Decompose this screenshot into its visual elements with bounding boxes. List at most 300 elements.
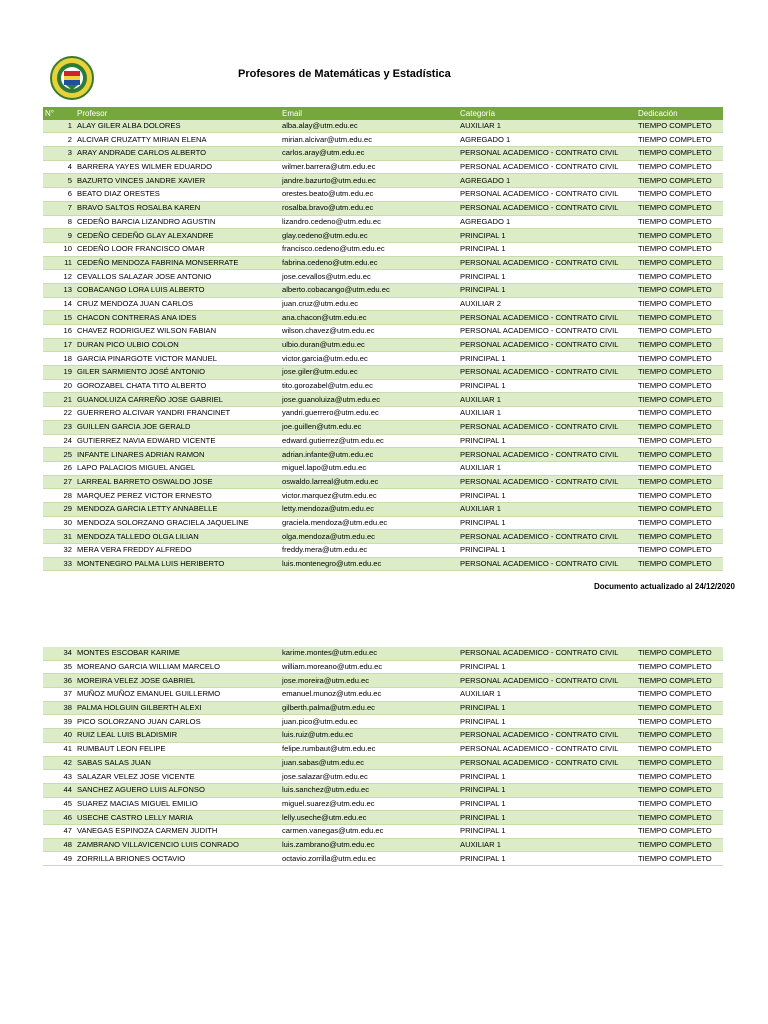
row-number: 44 bbox=[43, 783, 75, 797]
professor-name: GOROZABEL CHATA TITO ALBERTO bbox=[75, 379, 280, 393]
table-header-row bbox=[43, 107, 723, 120]
dedication-cell: TIEMPO COMPLETO bbox=[636, 407, 723, 421]
header-number: N° bbox=[43, 107, 75, 120]
category-cell: PRINCIPAL 1 bbox=[458, 715, 636, 729]
professor-name: BEATO DIAZ ORESTES bbox=[75, 188, 280, 202]
category-cell: PRINCIPAL 1 bbox=[458, 660, 636, 674]
email-cell: victor.marquez@utm.edu.ec bbox=[280, 489, 458, 503]
professor-name: CEDEÑO CEDEÑO GLAY ALEXANDRE bbox=[75, 229, 280, 243]
email-cell: carlos.aray@utm.edu.ec bbox=[280, 147, 458, 161]
email-cell: jose.guanoluiza@utm.edu.ec bbox=[280, 393, 458, 407]
dedication-cell: TIEMPO COMPLETO bbox=[636, 338, 723, 352]
table-row bbox=[43, 647, 723, 660]
email-cell: mirian.alcivar@utm.edu.ec bbox=[280, 133, 458, 147]
category-cell: PRINCIPAL 1 bbox=[458, 379, 636, 393]
table-row bbox=[43, 352, 723, 366]
email-cell: luis.ruiz@utm.edu.ec bbox=[280, 729, 458, 743]
professor-name: RUMBAUT LEON FELIPE bbox=[75, 742, 280, 756]
category-cell: PERSONAL ACADEMICO - CONTRATO CIVIL bbox=[458, 160, 636, 174]
professor-name: LAPO PALACIOS MIGUEL ANGEL bbox=[75, 461, 280, 475]
email-cell: luis.montenegro@utm.edu.ec bbox=[280, 557, 458, 571]
row-number: 34 bbox=[43, 647, 75, 660]
email-cell: william.moreano@utm.edu.ec bbox=[280, 660, 458, 674]
category-cell: PRINCIPAL 1 bbox=[458, 352, 636, 366]
category-cell: AGREGADO 1 bbox=[458, 215, 636, 229]
category-cell: AUXILIAR 1 bbox=[458, 838, 636, 852]
table-row bbox=[43, 797, 723, 811]
email-cell: yandri.guerrero@utm.edu.ec bbox=[280, 407, 458, 421]
dedication-cell: TIEMPO COMPLETO bbox=[636, 147, 723, 161]
row-number: 13 bbox=[43, 283, 75, 297]
professor-name: CEDEÑO LOOR FRANCISCO OMAR bbox=[75, 242, 280, 256]
professor-name: MONTENEGRO PALMA LUIS HERIBERTO bbox=[75, 557, 280, 571]
email-cell: juan.sabas@utm.edu.ec bbox=[280, 756, 458, 770]
dedication-cell: TIEMPO COMPLETO bbox=[636, 674, 723, 688]
professor-name: INFANTE LINARES ADRIAN RAMON bbox=[75, 448, 280, 462]
email-cell: joe.guillen@utm.edu.ec bbox=[280, 420, 458, 434]
header-profesor: Profesor bbox=[75, 107, 280, 120]
table-row bbox=[43, 242, 723, 256]
university-logo bbox=[50, 56, 94, 100]
dedication-cell: TIEMPO COMPLETO bbox=[636, 420, 723, 434]
table-body-page2 bbox=[43, 647, 723, 866]
professor-name: MONTES ESCOBAR KARIME bbox=[75, 647, 280, 660]
category-cell: PERSONAL ACADEMICO - CONTRATO CIVIL bbox=[458, 475, 636, 489]
row-number: 41 bbox=[43, 742, 75, 756]
professor-name: CEVALLOS SALAZAR JOSE ANTONIO bbox=[75, 270, 280, 284]
row-number: 35 bbox=[43, 660, 75, 674]
professor-name: COBACANGO LORA LUIS ALBERTO bbox=[75, 283, 280, 297]
dedication-cell: TIEMPO COMPLETO bbox=[636, 379, 723, 393]
row-number: 2 bbox=[43, 133, 75, 147]
row-number: 17 bbox=[43, 338, 75, 352]
dedication-cell: TIEMPO COMPLETO bbox=[636, 660, 723, 674]
category-cell: PERSONAL ACADEMICO - CONTRATO CIVIL bbox=[458, 325, 636, 339]
professor-name: MOREIRA VELEZ JOSE GABRIEL bbox=[75, 674, 280, 688]
email-cell: miguel.lapo@utm.edu.ec bbox=[280, 461, 458, 475]
dedication-cell: TIEMPO COMPLETO bbox=[636, 448, 723, 462]
table-row bbox=[43, 770, 723, 784]
email-cell: glay.cedeno@utm.edu.ec bbox=[280, 229, 458, 243]
row-number: 3 bbox=[43, 147, 75, 161]
row-number: 18 bbox=[43, 352, 75, 366]
category-cell: PERSONAL ACADEMICO - CONTRATO CIVIL bbox=[458, 448, 636, 462]
category-cell: PERSONAL ACADEMICO - CONTRATO CIVIL bbox=[458, 366, 636, 380]
category-cell: AUXILIAR 1 bbox=[458, 502, 636, 516]
row-number: 49 bbox=[43, 852, 75, 866]
row-number: 43 bbox=[43, 770, 75, 784]
category-cell: PERSONAL ACADEMICO - CONTRATO CIVIL bbox=[458, 311, 636, 325]
row-number: 40 bbox=[43, 729, 75, 743]
table-row bbox=[43, 434, 723, 448]
dedication-cell: TIEMPO COMPLETO bbox=[636, 770, 723, 784]
dedication-cell: TIEMPO COMPLETO bbox=[636, 461, 723, 475]
email-cell: edward.gutierrez@utm.edu.ec bbox=[280, 434, 458, 448]
table-row bbox=[43, 256, 723, 270]
row-number: 27 bbox=[43, 475, 75, 489]
header-dedicacion: Dedicación bbox=[636, 107, 723, 120]
dedication-cell: TIEMPO COMPLETO bbox=[636, 133, 723, 147]
professor-name: MENDOZA TALLEDO OLGA LILIAN bbox=[75, 530, 280, 544]
dedication-cell: TIEMPO COMPLETO bbox=[636, 489, 723, 503]
row-number: 29 bbox=[43, 502, 75, 516]
professor-name: GUERRERO ALCIVAR YANDRI FRANCINET bbox=[75, 407, 280, 421]
row-number: 30 bbox=[43, 516, 75, 530]
table-row bbox=[43, 366, 723, 380]
dedication-cell: TIEMPO COMPLETO bbox=[636, 797, 723, 811]
table-row bbox=[43, 475, 723, 489]
category-cell: PRINCIPAL 1 bbox=[458, 783, 636, 797]
category-cell: PRINCIPAL 1 bbox=[458, 811, 636, 825]
professor-name: ARAY ANDRADE CARLOS ALBERTO bbox=[75, 147, 280, 161]
row-number: 14 bbox=[43, 297, 75, 311]
professor-name: MERA VERA FREDDY ALFREDO bbox=[75, 544, 280, 558]
table-row bbox=[43, 311, 723, 325]
category-cell: PERSONAL ACADEMICO - CONTRATO CIVIL bbox=[458, 557, 636, 571]
professor-name: GUTIERREZ NAVIA EDWARD VICENTE bbox=[75, 434, 280, 448]
row-number: 33 bbox=[43, 557, 75, 571]
professor-name: SANCHEZ AGUERO LUIS ALFONSO bbox=[75, 783, 280, 797]
table-row bbox=[43, 379, 723, 393]
email-cell: jose.giler@utm.edu.ec bbox=[280, 366, 458, 380]
table-row bbox=[43, 174, 723, 188]
row-number: 23 bbox=[43, 420, 75, 434]
category-cell: PRINCIPAL 1 bbox=[458, 229, 636, 243]
dedication-cell: TIEMPO COMPLETO bbox=[636, 729, 723, 743]
category-cell: AUXILIAR 2 bbox=[458, 297, 636, 311]
row-number: 46 bbox=[43, 811, 75, 825]
table-row bbox=[43, 557, 723, 571]
table-row bbox=[43, 325, 723, 339]
row-number: 4 bbox=[43, 160, 75, 174]
email-cell: juan.pico@utm.edu.ec bbox=[280, 715, 458, 729]
dedication-cell: TIEMPO COMPLETO bbox=[636, 756, 723, 770]
email-cell: fabrina.cedeno@utm.edu.ec bbox=[280, 256, 458, 270]
email-cell: miguel.suarez@utm.edu.ec bbox=[280, 797, 458, 811]
dedication-cell: TIEMPO COMPLETO bbox=[636, 475, 723, 489]
dedication-cell: TIEMPO COMPLETO bbox=[636, 557, 723, 571]
table-row bbox=[43, 448, 723, 462]
header-categoria: Categoría bbox=[458, 107, 636, 120]
dedication-cell: TIEMPO COMPLETO bbox=[636, 502, 723, 516]
dedication-cell: TIEMPO COMPLETO bbox=[636, 311, 723, 325]
table-row bbox=[43, 852, 723, 866]
professor-name: CHAVEZ RODRIGUEZ WILSON FABIAN bbox=[75, 325, 280, 339]
email-cell: wilson.chavez@utm.edu.ec bbox=[280, 325, 458, 339]
row-number: 11 bbox=[43, 256, 75, 270]
category-cell: PERSONAL ACADEMICO - CONTRATO CIVIL bbox=[458, 188, 636, 202]
table-row bbox=[43, 715, 723, 729]
table-body-page1 bbox=[43, 120, 723, 571]
professor-name: RUIZ LEAL LUIS BLADISMIR bbox=[75, 729, 280, 743]
professor-name: GARCIA PINARGOTE VICTOR MANUEL bbox=[75, 352, 280, 366]
dedication-cell: TIEMPO COMPLETO bbox=[636, 811, 723, 825]
professors-table-page1 bbox=[43, 107, 723, 571]
dedication-cell: TIEMPO COMPLETO bbox=[636, 742, 723, 756]
table-row bbox=[43, 756, 723, 770]
category-cell: AGREGADO 1 bbox=[458, 133, 636, 147]
dedication-cell: TIEMPO COMPLETO bbox=[636, 160, 723, 174]
professor-name: GUILLEN GARCIA JOE GERALD bbox=[75, 420, 280, 434]
dedication-cell: TIEMPO COMPLETO bbox=[636, 783, 723, 797]
dedication-cell: TIEMPO COMPLETO bbox=[636, 647, 723, 660]
dedication-cell: TIEMPO COMPLETO bbox=[636, 188, 723, 202]
row-number: 21 bbox=[43, 393, 75, 407]
email-cell: juan.cruz@utm.edu.ec bbox=[280, 297, 458, 311]
professor-name: LARREAL BARRETO OSWALDO JOSE bbox=[75, 475, 280, 489]
table-row bbox=[43, 544, 723, 558]
email-cell: jose.moreira@utm.edu.ec bbox=[280, 674, 458, 688]
category-cell: PRINCIPAL 1 bbox=[458, 489, 636, 503]
category-cell: PRINCIPAL 1 bbox=[458, 270, 636, 284]
professor-name: BRAVO SALTOS ROSALBA KAREN bbox=[75, 201, 280, 215]
row-number: 6 bbox=[43, 188, 75, 202]
category-cell: PERSONAL ACADEMICO - CONTRATO CIVIL bbox=[458, 338, 636, 352]
professor-name: GILER SARMIENTO JOSÉ ANTONIO bbox=[75, 366, 280, 380]
category-cell: PERSONAL ACADEMICO - CONTRATO CIVIL bbox=[458, 729, 636, 743]
email-cell: alba.alay@utm.edu.ec bbox=[280, 120, 458, 133]
update-note: Documento actualizado al 24/12/2020 bbox=[594, 582, 735, 591]
dedication-cell: TIEMPO COMPLETO bbox=[636, 701, 723, 715]
table-row bbox=[43, 811, 723, 825]
row-number: 28 bbox=[43, 489, 75, 503]
row-number: 24 bbox=[43, 434, 75, 448]
dedication-cell: TIEMPO COMPLETO bbox=[636, 256, 723, 270]
category-cell: PRINCIPAL 1 bbox=[458, 770, 636, 784]
dedication-cell: TIEMPO COMPLETO bbox=[636, 352, 723, 366]
professor-name: PICO SOLORZANO JUAN CARLOS bbox=[75, 715, 280, 729]
email-cell: ulbio.duran@utm.edu.ec bbox=[280, 338, 458, 352]
row-number: 39 bbox=[43, 715, 75, 729]
category-cell: PERSONAL ACADEMICO - CONTRATO CIVIL bbox=[458, 256, 636, 270]
table-row bbox=[43, 338, 723, 352]
dedication-cell: TIEMPO COMPLETO bbox=[636, 283, 723, 297]
email-cell: adrian.infante@utm.edu.ec bbox=[280, 448, 458, 462]
table-row bbox=[43, 229, 723, 243]
table-row bbox=[43, 283, 723, 297]
professor-name: VANEGAS ESPINOZA CARMEN JUDITH bbox=[75, 824, 280, 838]
dedication-cell: TIEMPO COMPLETO bbox=[636, 852, 723, 866]
table-row bbox=[43, 516, 723, 530]
email-cell: olga.mendoza@utm.edu.ec bbox=[280, 530, 458, 544]
email-cell: luis.zambrano@utm.edu.ec bbox=[280, 838, 458, 852]
row-number: 32 bbox=[43, 544, 75, 558]
email-cell: jose.cevallos@utm.edu.ec bbox=[280, 270, 458, 284]
row-number: 45 bbox=[43, 797, 75, 811]
category-cell: PERSONAL ACADEMICO - CONTRATO CIVIL bbox=[458, 147, 636, 161]
table-row bbox=[43, 489, 723, 503]
row-number: 26 bbox=[43, 461, 75, 475]
email-cell: jose.salazar@utm.edu.ec bbox=[280, 770, 458, 784]
category-cell: PERSONAL ACADEMICO - CONTRATO CIVIL bbox=[458, 530, 636, 544]
dedication-cell: TIEMPO COMPLETO bbox=[636, 201, 723, 215]
row-number: 42 bbox=[43, 756, 75, 770]
category-cell: PERSONAL ACADEMICO - CONTRATO CIVIL bbox=[458, 674, 636, 688]
table-row bbox=[43, 420, 723, 434]
email-cell: jandre.bazurto@utm.edu.ec bbox=[280, 174, 458, 188]
table-row bbox=[43, 502, 723, 516]
email-cell: oswaldo.larreal@utm.edu.ec bbox=[280, 475, 458, 489]
table-row bbox=[43, 530, 723, 544]
row-number: 38 bbox=[43, 701, 75, 715]
dedication-cell: TIEMPO COMPLETO bbox=[636, 270, 723, 284]
email-cell: rosalba.bravo@utm.edu.ec bbox=[280, 201, 458, 215]
email-cell: carmen.vanegas@utm.edu.ec bbox=[280, 824, 458, 838]
professor-name: PALMA HOLGUIN GILBERTH ALEXI bbox=[75, 701, 280, 715]
table-row bbox=[43, 701, 723, 715]
row-number: 8 bbox=[43, 215, 75, 229]
row-number: 7 bbox=[43, 201, 75, 215]
row-number: 31 bbox=[43, 530, 75, 544]
professor-name: ZORRILLA BRIONES OCTAVIO bbox=[75, 852, 280, 866]
row-number: 19 bbox=[43, 366, 75, 380]
professor-name: MENDOZA SOLORZANO GRACIELA JAQUELINE bbox=[75, 516, 280, 530]
table-row bbox=[43, 838, 723, 852]
category-cell: PRINCIPAL 1 bbox=[458, 242, 636, 256]
professor-name: MOREANO GARCIA WILLIAM MARCELO bbox=[75, 660, 280, 674]
dedication-cell: TIEMPO COMPLETO bbox=[636, 120, 723, 133]
category-cell: PERSONAL ACADEMICO - CONTRATO CIVIL bbox=[458, 756, 636, 770]
row-number: 22 bbox=[43, 407, 75, 421]
email-cell: lelly.useche@utm.edu.ec bbox=[280, 811, 458, 825]
professor-name: BAZURTO VINCES JANDRE XAVIER bbox=[75, 174, 280, 188]
professor-name: GUANOLUIZA CARREÑO JOSE GABRIEL bbox=[75, 393, 280, 407]
table-row bbox=[43, 407, 723, 421]
category-cell: AUXILIAR 1 bbox=[458, 407, 636, 421]
header-email: Email bbox=[280, 107, 458, 120]
email-cell: karime.montes@utm.edu.ec bbox=[280, 647, 458, 660]
category-cell: AUXILIAR 1 bbox=[458, 120, 636, 133]
email-cell: francisco.cedeno@utm.edu.ec bbox=[280, 242, 458, 256]
email-cell: wilmer.barrera@utm.edu.ec bbox=[280, 160, 458, 174]
table-row bbox=[43, 461, 723, 475]
dedication-cell: TIEMPO COMPLETO bbox=[636, 393, 723, 407]
table-row bbox=[43, 133, 723, 147]
dedication-cell: TIEMPO COMPLETO bbox=[636, 242, 723, 256]
table-row bbox=[43, 688, 723, 702]
professor-name: MARQUEZ PEREZ VICTOR ERNESTO bbox=[75, 489, 280, 503]
table-row bbox=[43, 674, 723, 688]
professor-name: ALCIVAR CRUZATTY MIRIAN ELENA bbox=[75, 133, 280, 147]
professor-name: SALAZAR VELEZ JOSE VICENTE bbox=[75, 770, 280, 784]
email-cell: felipe.rumbaut@utm.edu.ec bbox=[280, 742, 458, 756]
dedication-cell: TIEMPO COMPLETO bbox=[636, 530, 723, 544]
professor-name: CHACON CONTRERAS ANA IDES bbox=[75, 311, 280, 325]
category-cell: PRINCIPAL 1 bbox=[458, 701, 636, 715]
dedication-cell: TIEMPO COMPLETO bbox=[636, 174, 723, 188]
category-cell: PRINCIPAL 1 bbox=[458, 852, 636, 866]
professor-name: CEDEÑO BARCIA LIZANDRO AGUSTIN bbox=[75, 215, 280, 229]
category-cell: PERSONAL ACADEMICO - CONTRATO CIVIL bbox=[458, 201, 636, 215]
category-cell: AUXILIAR 1 bbox=[458, 393, 636, 407]
email-cell: ana.chacon@utm.edu.ec bbox=[280, 311, 458, 325]
category-cell: PERSONAL ACADEMICO - CONTRATO CIVIL bbox=[458, 420, 636, 434]
table-row bbox=[43, 215, 723, 229]
table-row bbox=[43, 297, 723, 311]
dedication-cell: TIEMPO COMPLETO bbox=[636, 838, 723, 852]
email-cell: graciela.mendoza@utm.edu.ec bbox=[280, 516, 458, 530]
row-number: 9 bbox=[43, 229, 75, 243]
row-number: 36 bbox=[43, 674, 75, 688]
professor-name: ZAMBRANO VILLAVICENCIO LUIS CONRADO bbox=[75, 838, 280, 852]
category-cell: PRINCIPAL 1 bbox=[458, 516, 636, 530]
row-number: 15 bbox=[43, 311, 75, 325]
dedication-cell: TIEMPO COMPLETO bbox=[636, 544, 723, 558]
row-number: 5 bbox=[43, 174, 75, 188]
email-cell: alberto.cobacango@utm.edu.ec bbox=[280, 283, 458, 297]
row-number: 25 bbox=[43, 448, 75, 462]
category-cell: PERSONAL ACADEMICO - CONTRATO CIVIL bbox=[458, 647, 636, 660]
dedication-cell: TIEMPO COMPLETO bbox=[636, 715, 723, 729]
table-row bbox=[43, 824, 723, 838]
row-number: 47 bbox=[43, 824, 75, 838]
professor-name: MUÑOZ MUÑOZ EMANUEL GUILLERMO bbox=[75, 688, 280, 702]
professor-name: CEDEÑO MENDOZA FABRINA MONSERRATE bbox=[75, 256, 280, 270]
row-number: 1 bbox=[43, 120, 75, 133]
table-row bbox=[43, 729, 723, 743]
professor-name: ALAY GILER ALBA DOLORES bbox=[75, 120, 280, 133]
email-cell: victor.garcia@utm.edu.ec bbox=[280, 352, 458, 366]
table-row bbox=[43, 270, 723, 284]
email-cell: gilberth.palma@utm.edu.ec bbox=[280, 701, 458, 715]
professor-name: USECHE CASTRO LELLY MARIA bbox=[75, 811, 280, 825]
table-row bbox=[43, 660, 723, 674]
email-cell: tito.gorozabel@utm.edu.ec bbox=[280, 379, 458, 393]
category-cell: PRINCIPAL 1 bbox=[458, 434, 636, 448]
dedication-cell: TIEMPO COMPLETO bbox=[636, 434, 723, 448]
dedication-cell: TIEMPO COMPLETO bbox=[636, 297, 723, 311]
professor-name: SUAREZ MACIAS MIGUEL EMILIO bbox=[75, 797, 280, 811]
row-number: 20 bbox=[43, 379, 75, 393]
table-row bbox=[43, 120, 723, 133]
table-row bbox=[43, 160, 723, 174]
dedication-cell: TIEMPO COMPLETO bbox=[636, 325, 723, 339]
table-row bbox=[43, 742, 723, 756]
email-cell: orestes.beato@utm.edu.ec bbox=[280, 188, 458, 202]
professor-name: MENDOZA GARCIA LETTY ANNABELLE bbox=[75, 502, 280, 516]
dedication-cell: TIEMPO COMPLETO bbox=[636, 229, 723, 243]
table-row bbox=[43, 393, 723, 407]
row-number: 12 bbox=[43, 270, 75, 284]
page-title: Profesores de Matemáticas y Estadística bbox=[238, 68, 451, 80]
row-number: 48 bbox=[43, 838, 75, 852]
email-cell: lizandro.cedeno@utm.edu.ec bbox=[280, 215, 458, 229]
category-cell: PRINCIPAL 1 bbox=[458, 797, 636, 811]
row-number: 37 bbox=[43, 688, 75, 702]
category-cell: AGREGADO 1 bbox=[458, 174, 636, 188]
table-row bbox=[43, 188, 723, 202]
table-row bbox=[43, 783, 723, 797]
dedication-cell: TIEMPO COMPLETO bbox=[636, 516, 723, 530]
professor-name: DURAN PICO ULBIO COLON bbox=[75, 338, 280, 352]
dedication-cell: TIEMPO COMPLETO bbox=[636, 366, 723, 380]
email-cell: luis.sanchez@utm.edu.ec bbox=[280, 783, 458, 797]
category-cell: PRINCIPAL 1 bbox=[458, 824, 636, 838]
email-cell: octavio.zorrilla@utm.edu.ec bbox=[280, 852, 458, 866]
dedication-cell: TIEMPO COMPLETO bbox=[636, 215, 723, 229]
professor-name: SABAS SALAS JUAN bbox=[75, 756, 280, 770]
email-cell: freddy.mera@utm.edu.ec bbox=[280, 544, 458, 558]
professors-table-page2 bbox=[43, 647, 723, 866]
professor-name: CRUZ MENDOZA JUAN CARLOS bbox=[75, 297, 280, 311]
category-cell: AUXILIAR 1 bbox=[458, 461, 636, 475]
email-cell: letty.mendoza@utm.edu.ec bbox=[280, 502, 458, 516]
table-row bbox=[43, 201, 723, 215]
row-number: 16 bbox=[43, 325, 75, 339]
email-cell: emanuel.munoz@utm.edu.ec bbox=[280, 688, 458, 702]
table-row bbox=[43, 147, 723, 161]
dedication-cell: TIEMPO COMPLETO bbox=[636, 688, 723, 702]
